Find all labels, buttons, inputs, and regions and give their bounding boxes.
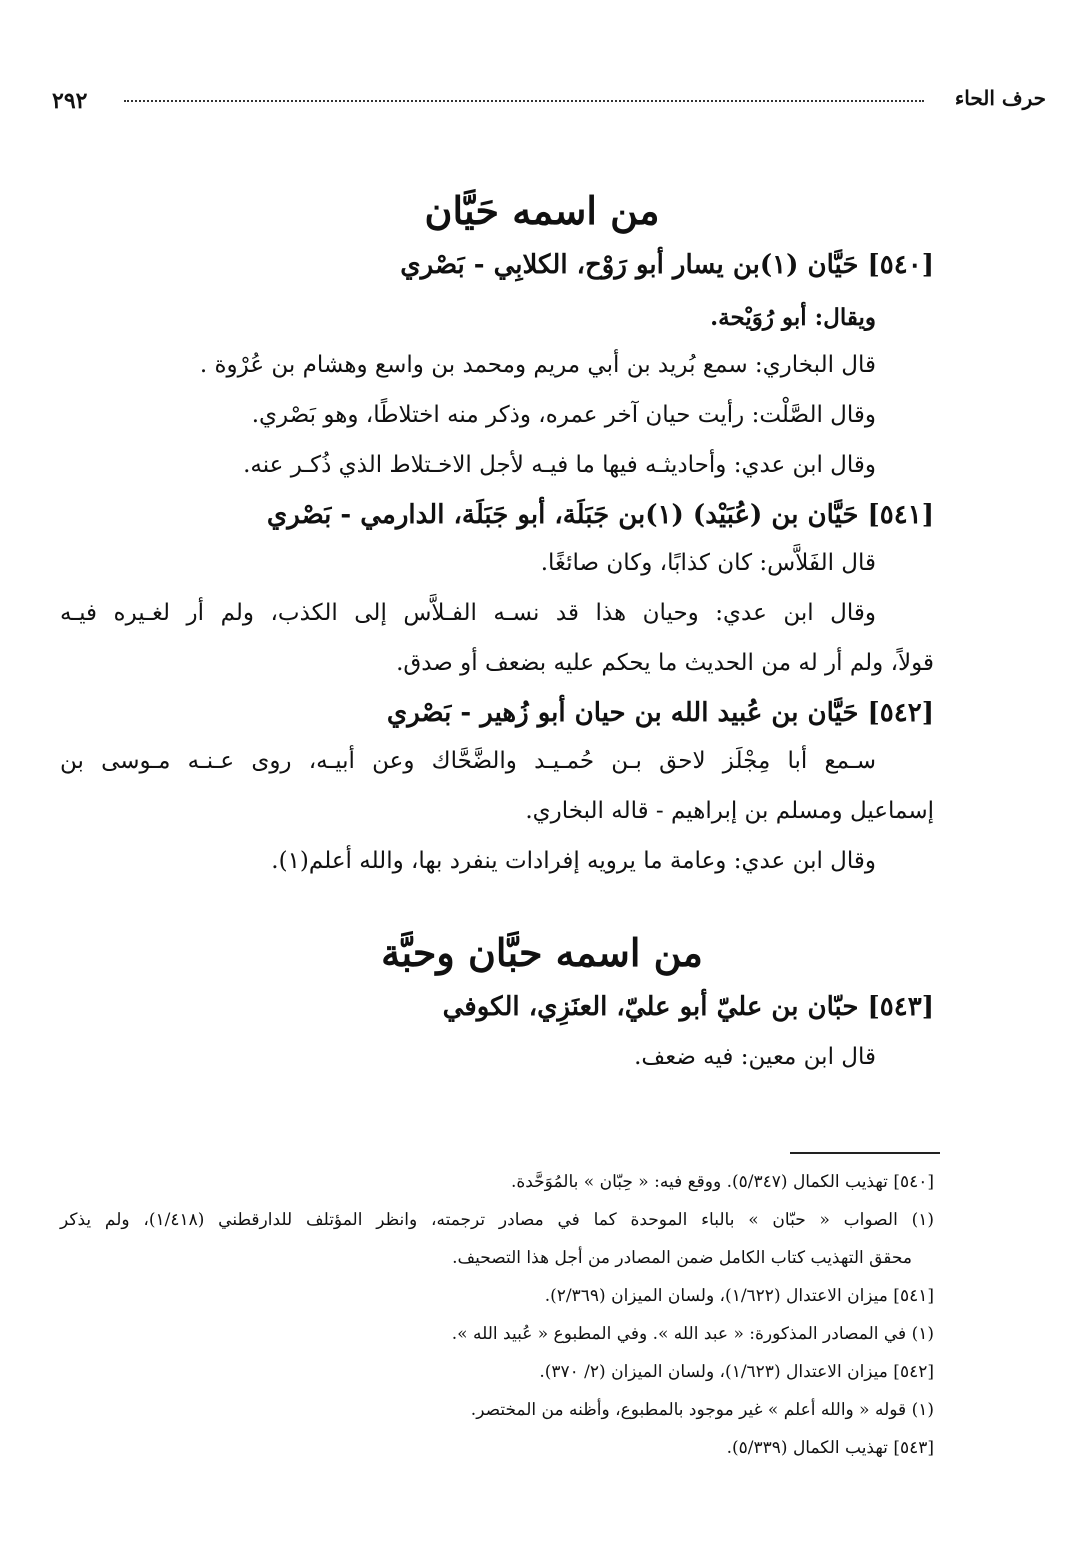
footnote: محقق التهذيب كتاب الكامل ضمن المصادر من أجل هذا التصحيف. (452, 1248, 912, 1268)
footnote: [٥٤١] ميزان الاعتدال (١/٦٢٢)، ولسان الميزان (٢/٣٦٩). (544, 1286, 934, 1306)
section-title: من اسمه حبَّان وحبَّة (381, 930, 703, 975)
footnote-rule (790, 1152, 940, 1154)
header-dotted-rule (124, 100, 924, 102)
footnote: [٥٤٣] تهذيب الكمال (٥/٣٣٩). (726, 1438, 934, 1458)
entry-line: وقال الصَّلْت: رأيت حيان آخر عمره، وذكر منه اختلاطًا، وهو بَصْري. (251, 402, 876, 428)
footnote: (١) الصواب « حبّان » بالباء الموحدة كما في مصادر ترجمته، وانظر المؤتلف للدارقطني (١/٤١٨)، ولم يذكر (60, 1210, 934, 1230)
section-title: من اسمه حَيَّان (424, 188, 660, 233)
entry-line: سـمع أبا مِجْلَز لاحق بـن حُمـيـد والضَّحَّاك وعن أبيـه، روى عـنـه مـوسى بن (60, 748, 876, 774)
entry-line: قال البخاري: سمع بُريد بن أبي مريم ومحمد بن واسع وهشام بن عُرْوة . (199, 352, 876, 378)
entry-line: وقال ابن عدي: وحيان هذا قد نسـه الفـلاَّس إلى الكذب، ولم أر لغـيره فيـه (60, 600, 876, 626)
footnote: (١) قوله « والله أعلم » غير موجود بالمطبوع، وأظنه من المختصر. (470, 1400, 934, 1420)
footnote: [٥٤٠] تهذيب الكمال (٥/٣٤٧). ووقع فيه: « حِبّان » بالمُوَحَّدة. (510, 1172, 934, 1192)
entry-line: قال ابن معين: فيه ضعف. (634, 1044, 876, 1070)
footnote: (١) في المصادر المذكورة: « عبد الله ». وفي المطبوع « عُبيد الله ». (451, 1324, 934, 1344)
entry-line: قال الفَلاَّس: كان كذابًا، وكان صائغًا. (540, 550, 876, 576)
entry-heading: [٥٤٣] حبّان بن عليّ أبو عليّ، العنَزِي، الكوفي (442, 992, 934, 1022)
footnote: [٥٤٢] ميزان الاعتدال (١/٦٢٣)، ولسان الميزان (٢/ ٣٧٠). (539, 1362, 934, 1382)
entry-heading: [٥٤٢] حَيَّان بن عُبيد الله بن حيان أبو زُهير - بَصْري (386, 698, 934, 728)
page-number: ٢٩٢ (52, 88, 88, 114)
entry-line: ويقال: أبو رُوَيْحة. (710, 304, 876, 331)
entry-heading: [٥٤١] حَيَّان بن (عُبَيْد) (١)بن جَبَلَة، أبو جَبَلَة، الدارمي - بَصْري (266, 500, 934, 530)
entry-line: إسماعيل ومسلم بن إبراهيم - قاله البخاري. (525, 798, 934, 824)
entry-line: قولاً، ولم أر له من الحديث ما يحكم عليه بضعف أو صدق. (396, 650, 934, 676)
entry-line: وقال ابن عدي: وأحاديثـه فيها ما فيـه لأجل الاخـتلاط الذي ذُكـر عنه. (243, 452, 876, 478)
entry-heading: [٥٤٠] حَيَّان (١)بن يسار أبو رَوْح، الكلابِي - بَصْري (400, 250, 934, 280)
entry-line: وقال ابن عدي: وعامة ما يرويه إفرادات ينفرد بها، والله أعلم(١). (271, 848, 876, 874)
running-header (52, 86, 1046, 116)
running-title: حرف الحاء (954, 86, 1046, 110)
